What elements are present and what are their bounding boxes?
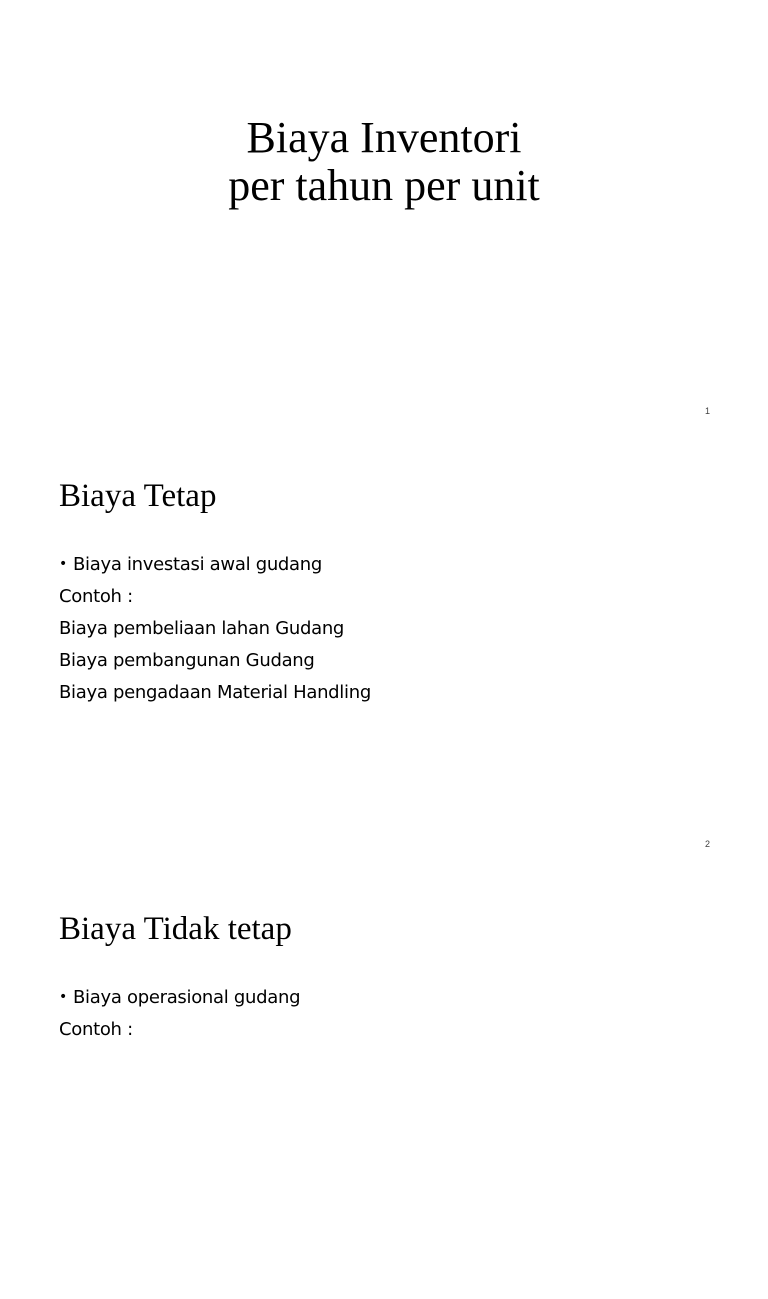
body-line: Biaya pembeliaan lahan Gudang <box>59 618 345 639</box>
body-line: Contoh : <box>59 586 133 607</box>
slide-1-page-number: 1 <box>704 406 710 416</box>
slide-1 <box>0 0 768 433</box>
slide-3-body <box>59 981 300 1046</box>
body-line: Biaya pembangunan Gudang <box>59 650 315 671</box>
bullet-item <box>59 548 371 581</box>
slide-2-page-number: 2 <box>704 839 710 849</box>
slide-1-title-line-1: Biaya Inventori <box>246 113 522 162</box>
slide-1-title <box>0 114 768 210</box>
slide-2-title: Biaya Tetap <box>59 478 217 514</box>
slide-3 <box>0 866 768 1299</box>
body-line: Biaya pengadaan Material Handling <box>59 682 371 703</box>
bullet-text: Biaya operasional gudang <box>73 987 301 1008</box>
bullet-text: Biaya investasi awal gudang <box>73 554 323 575</box>
bullet-icon: • <box>59 556 67 572</box>
slide-3-title: Biaya Tidak tetap <box>59 911 292 947</box>
slide-2 <box>0 433 768 866</box>
slide-2-body <box>59 548 371 709</box>
slide-1-title-line-2: per tahun per unit <box>228 161 540 210</box>
bullet-icon: • <box>59 989 67 1005</box>
bullet-item <box>59 981 300 1014</box>
body-line: Contoh : <box>59 1019 133 1040</box>
